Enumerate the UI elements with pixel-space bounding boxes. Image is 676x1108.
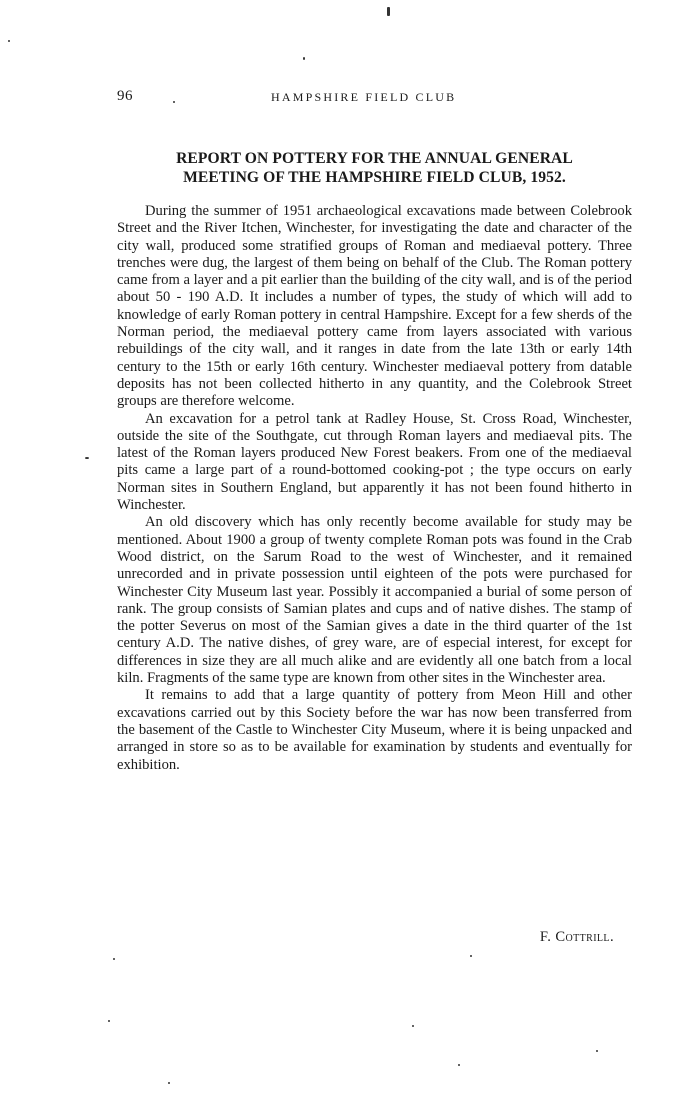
scan-speck bbox=[113, 958, 115, 960]
scan-speck bbox=[168, 1082, 170, 1084]
paragraph-2: An excavation for a petrol tank at Radley House, St. Cross Road, Winchester, outside the site of the Southgate, cut through Roman layers and mediaeval pits. The latest of the Roman layers produced New Forest beakers. From one of the mediaeval pits came a large part of a round-bottomed cooking-pot ; the type occurs on early Norman sites in Southern England, but apparently it has not been found hitherto in Winchester. bbox=[117, 410, 632, 514]
page-number: 96 bbox=[117, 88, 133, 104]
article-title bbox=[117, 149, 632, 187]
scan-speck bbox=[387, 7, 390, 16]
article-title-line-1: REPORT ON POTTERY FOR THE ANNUAL GENERAL bbox=[176, 150, 573, 167]
article-body bbox=[117, 203, 632, 774]
paragraph-4: It remains to add that a large quantity of pottery from Meon Hill and other excavations carried out by this Society before the war has now been transferred from the basement of the Castle to Winchester City Museum, where it is being unpacked and arranged in store so as to be available for examination by students and eventually for exhibition. bbox=[117, 687, 632, 773]
scan-speck bbox=[412, 1025, 414, 1027]
scan-speck bbox=[173, 101, 175, 103]
journal-name: HAMPSHIRE FIELD CLUB bbox=[271, 90, 457, 104]
scan-speck bbox=[458, 1064, 460, 1066]
scan-speck bbox=[108, 1020, 110, 1022]
running-head bbox=[117, 88, 632, 108]
paragraph-3: An old discovery which has only recently become available for study may be mentioned. About 1900 a group of twenty complete Roman pots was found in the Crab Wood district, on the Sarum Road to the west of Winchester, and it remained unrecorded and in private possession until eighteen of the pots were purchased for Winchester City Museum last year. Possibly it accompanied a burial of some person of rank. The group consists of Samian plates and cups and of native dishes. The stamp of the potter Severus on most of the Samian gives a date in the third quarter of the 1st century A.D. The native dishes, of grey ware, are of especial interest, for except for differences in size they are all much alike and are evidently all one batch from a local kiln. Fragments of the same type are known from other sites in the Winchester area. bbox=[117, 514, 632, 687]
scan-speck bbox=[470, 955, 472, 957]
article-title-line-2: MEETING OF THE HAMPSHIRE FIELD CLUB, 1952. bbox=[183, 169, 566, 186]
scan-speck bbox=[8, 40, 10, 42]
scan-speck bbox=[303, 57, 305, 60]
scan-speck bbox=[596, 1050, 598, 1052]
author-signature: F. Cottrill. bbox=[539, 929, 614, 945]
scan-speck bbox=[85, 457, 89, 459]
paragraph-1: During the summer of 1951 archaeological excavations made between Colebrook Street and the River Itchen, Winchester, for investigating the date and character of the city wall, produced some stratified groups of Roman and mediaeval pottery. Three trenches were dug, the largest of them being on behalf of the Club. The Roman pottery came from a layer and a pit earlier than the building of the city wall, and is of the period about 50 - 190 A.D. It includes a number of types, the study of which will add to knowledge of early Roman pottery in central Hampshire. Except for a few sherds of the Norman period, the mediaeval pottery came from layers associated with various rebuildings of the city wall, and it ranges in date from the late 13th or early 14th century to the 15th or early 16th century. Winchester mediaeval pottery from datable deposits has not been collected hitherto in any quantity, and the Colebrook Street groups are therefore welcome. bbox=[117, 203, 632, 410]
